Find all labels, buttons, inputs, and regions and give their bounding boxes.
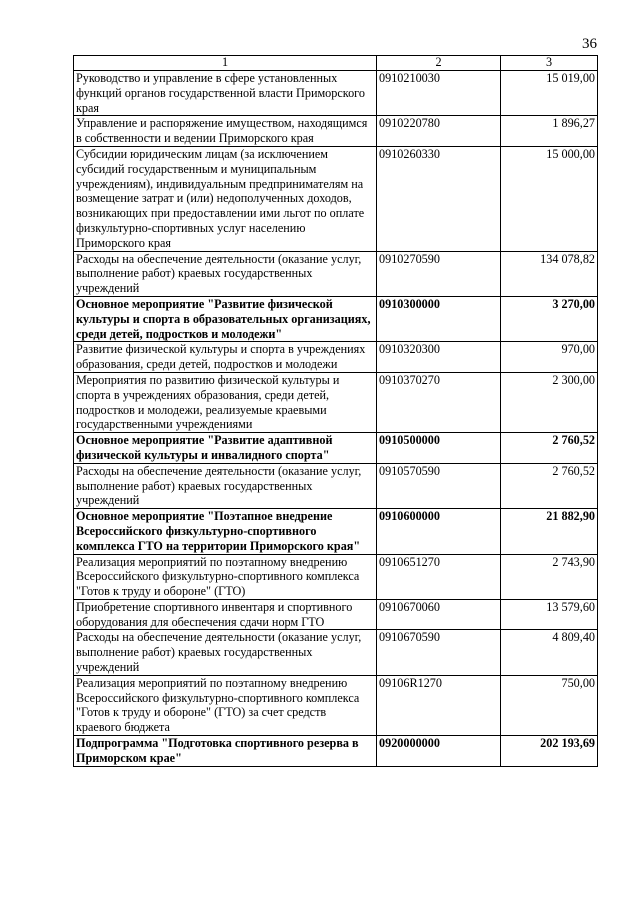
row-code: 0910670060: [377, 599, 501, 630]
row-amount: 2 760,52: [501, 433, 598, 464]
table-row: [74, 463, 598, 508]
row-name: Реализация мероприятий по поэтапному внедрению Всероссийского физкультурно-спортивного комплекса "Готов к труду и обороне" (ГТО): [74, 554, 377, 599]
row-name: Руководство и управление в сфере установленных функций органов государственной власти Приморского края: [74, 71, 377, 116]
row-name: Субсидии юридическим лицам (за исключением субсидий государственным и муниципальным учреждениям), индивидуальным предпринимателям на возмещение затрат и (или) недополученных доходов, возникающих при предоставлении ими льгот по оплате физкультурно-спортивных услуг населению Приморского края: [74, 146, 377, 251]
row-name: Основное мероприятие "Поэтапное внедрение Всероссийского физкультурно-спортивного комплекса ГТО на территории Приморского края": [74, 509, 377, 554]
row-amount: 15 019,00: [501, 71, 598, 116]
row-name: Подпрограмма "Подготовка спортивного резерва в Приморском крае": [74, 736, 377, 767]
table-row: [74, 146, 598, 251]
row-amount: 2 300,00: [501, 372, 598, 432]
row-name: Управление и распоряжение имуществом, находящимся в собственности и ведении Приморского края: [74, 116, 377, 147]
row-amount: 2 743,90: [501, 554, 598, 599]
row-code: 0910670590: [377, 630, 501, 675]
row-code: 0910570590: [377, 463, 501, 508]
row-amount: 4 809,40: [501, 630, 598, 675]
table-row: [74, 71, 598, 116]
table-header-row: [74, 56, 598, 71]
page-number: 36: [582, 36, 597, 52]
row-name: Основное мероприятие "Развитие физической культуры и спорта в образовательных организациях, среди детей, подростков и молодежи": [74, 296, 377, 341]
row-code: 0910270590: [377, 251, 501, 296]
column-header-1: 1: [74, 56, 377, 71]
table-row: [74, 372, 598, 432]
row-code: 0920000000: [377, 736, 501, 767]
table-row: [74, 296, 598, 341]
row-code: 09106R1270: [377, 675, 501, 735]
row-name: Расходы на обеспечение деятельности (оказание услуг, выполнение работ) краевых государственных учреждений: [74, 630, 377, 675]
row-name: Расходы на обеспечение деятельности (оказание услуг, выполнение работ) краевых государственных учреждений: [74, 463, 377, 508]
table-row: [74, 675, 598, 735]
row-amount: 15 000,00: [501, 146, 598, 251]
column-header-2: 2: [377, 56, 501, 71]
row-code: 0910220780: [377, 116, 501, 147]
table-row: [74, 116, 598, 147]
row-code: 0910210030: [377, 71, 501, 116]
row-code: 0910651270: [377, 554, 501, 599]
table-row: [74, 736, 598, 767]
table-row: [74, 433, 598, 464]
row-code: 0910370270: [377, 372, 501, 432]
budget-table: [73, 55, 598, 767]
row-amount: 970,00: [501, 342, 598, 373]
table-row: [74, 342, 598, 373]
row-amount: 3 270,00: [501, 296, 598, 341]
row-amount: 1 896,27: [501, 116, 598, 147]
table-body: [74, 56, 598, 767]
row-name: Основное мероприятие "Развитие адаптивной физической культуры и инвалидного спорта": [74, 433, 377, 464]
row-amount: 21 882,90: [501, 509, 598, 554]
row-code: 0910600000: [377, 509, 501, 554]
row-name: Мероприятия по развитию физической культуры и спорта в учреждениях образования, среди детей, подростков и молодежи, реализуемые краевыми государственными учреждениями: [74, 372, 377, 432]
row-name: Развитие физической культуры и спорта в учреждениях образования, среди детей, подростков и молодежи: [74, 342, 377, 373]
row-name: Реализация мероприятий по поэтапному внедрению Всероссийского физкультурно-спортивного комплекса "Готов к труду и обороне" (ГТО) за счет средств краевого бюджета: [74, 675, 377, 735]
row-amount: 2 760,52: [501, 463, 598, 508]
row-amount: 750,00: [501, 675, 598, 735]
row-amount: 13 579,60: [501, 599, 598, 630]
row-amount: 134 078,82: [501, 251, 598, 296]
table-row: [74, 630, 598, 675]
row-code: 0910500000: [377, 433, 501, 464]
row-code: 0910320300: [377, 342, 501, 373]
row-code: 0910300000: [377, 296, 501, 341]
row-name: Приобретение спортивного инвентаря и спортивного оборудования для обеспечения сдачи норм ГТО: [74, 599, 377, 630]
column-header-3: 3: [501, 56, 598, 71]
row-amount: 202 193,69: [501, 736, 598, 767]
table-row: [74, 554, 598, 599]
row-name: Расходы на обеспечение деятельности (оказание услуг, выполнение работ) краевых государственных учреждений: [74, 251, 377, 296]
row-code: 0910260330: [377, 146, 501, 251]
table-row: [74, 251, 598, 296]
table-row: [74, 599, 598, 630]
table-row: [74, 509, 598, 554]
